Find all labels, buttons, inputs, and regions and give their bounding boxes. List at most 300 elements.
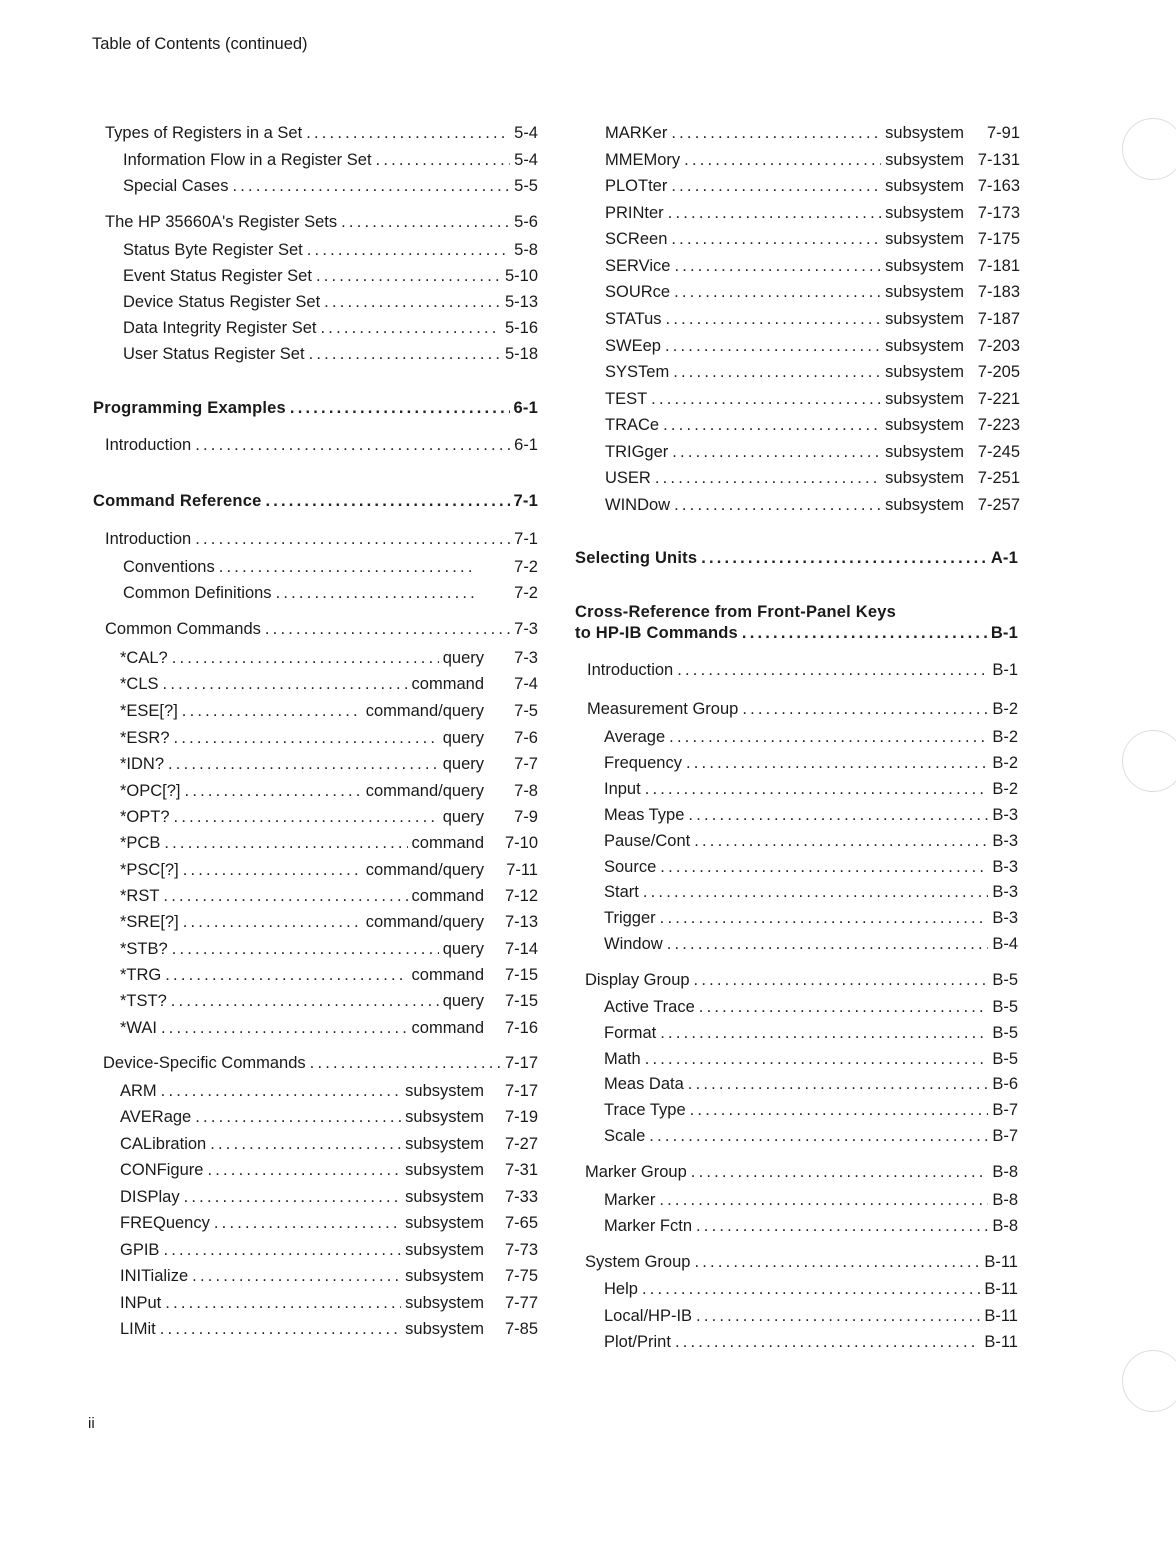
dot-leader bbox=[672, 442, 881, 462]
toc-entry bbox=[604, 805, 1018, 825]
toc-entry bbox=[93, 398, 538, 418]
entry-title: Frequency bbox=[604, 754, 682, 772]
toc-entry bbox=[604, 934, 1018, 954]
entry-title: Trigger bbox=[604, 909, 656, 927]
entry-page: 7-257 bbox=[977, 495, 1020, 514]
entry-title: Active Trace bbox=[604, 998, 695, 1016]
toc-entry bbox=[120, 1187, 538, 1207]
dot-leader bbox=[659, 1190, 988, 1210]
entry-title: *PSC[?] bbox=[120, 861, 179, 879]
entry-page: 7-6 bbox=[514, 729, 538, 747]
dot-leader bbox=[164, 833, 407, 853]
dot-leader bbox=[160, 1319, 401, 1339]
entry-page: 7-15 bbox=[504, 992, 538, 1010]
entry-page: B-2 bbox=[992, 780, 1018, 798]
entry-page: 7-91 bbox=[986, 124, 1020, 142]
entry-title: Common Commands bbox=[105, 620, 261, 638]
toc-entry bbox=[120, 833, 538, 853]
toc-entry bbox=[605, 123, 1020, 143]
toc-entry bbox=[605, 150, 1020, 170]
toc-entry bbox=[604, 1279, 1018, 1299]
dot-leader bbox=[655, 468, 881, 488]
entry-title: SERVice bbox=[605, 256, 671, 275]
entry-title: Marker bbox=[604, 1191, 656, 1209]
entry-type: query bbox=[442, 992, 484, 1010]
entry-title: ARM bbox=[120, 1082, 157, 1100]
toc-entry bbox=[604, 882, 1018, 902]
toc-entry bbox=[604, 831, 1018, 851]
toc-entry bbox=[120, 912, 538, 932]
entry-page: 7-10 bbox=[504, 834, 538, 852]
dot-leader bbox=[690, 1100, 989, 1120]
toc-entry bbox=[605, 176, 1020, 196]
entry-page: 7-245 bbox=[977, 442, 1020, 461]
entry-title: Programming Examples bbox=[93, 399, 286, 417]
entry-type: command/query bbox=[365, 702, 484, 720]
toc-entry bbox=[605, 229, 1020, 249]
toc-entry bbox=[123, 583, 538, 603]
dot-leader bbox=[684, 150, 881, 170]
dot-leader bbox=[165, 965, 407, 985]
entry-page: B-11 bbox=[984, 1280, 1018, 1298]
dot-leader bbox=[307, 240, 510, 260]
entry-title: Input bbox=[604, 780, 641, 798]
dot-leader bbox=[183, 860, 362, 880]
toc-entry bbox=[120, 1213, 538, 1233]
entry-title: GPIB bbox=[120, 1241, 160, 1259]
toc-entry bbox=[123, 176, 538, 196]
entry-type: subsystem bbox=[405, 1214, 484, 1232]
entry-type: subsystem bbox=[405, 1161, 484, 1179]
punch-hole bbox=[1122, 118, 1176, 180]
entry-title: Cross-Reference from Front-Panel Keys bbox=[575, 603, 896, 621]
toc-entry bbox=[585, 1162, 1018, 1182]
toc-entry bbox=[120, 1160, 538, 1180]
entry-page: B-5 bbox=[992, 971, 1018, 989]
dot-leader bbox=[649, 1126, 988, 1146]
dot-leader bbox=[665, 336, 881, 356]
entry-page: B-8 bbox=[992, 1217, 1018, 1235]
toc-entry bbox=[604, 1049, 1018, 1069]
entry-title: Status Byte Register Set bbox=[123, 241, 303, 259]
entry-title: *STB? bbox=[120, 940, 168, 958]
toc-entry bbox=[120, 701, 538, 721]
entry-title: Marker Group bbox=[585, 1163, 687, 1181]
dot-leader bbox=[290, 398, 510, 418]
entry-type: subsystem bbox=[885, 469, 964, 488]
dot-leader bbox=[696, 1306, 980, 1326]
dot-leader bbox=[643, 882, 988, 902]
entry-title: Scale bbox=[604, 1127, 646, 1145]
dot-leader bbox=[183, 912, 362, 932]
entry-type: subsystem bbox=[885, 363, 964, 382]
dot-leader bbox=[651, 389, 881, 409]
entry-title: User Status Register Set bbox=[123, 345, 305, 363]
toc-entry bbox=[103, 1053, 538, 1073]
dot-leader bbox=[694, 831, 988, 851]
entry-type: query bbox=[442, 808, 484, 826]
entry-title: Device-Specific Commands bbox=[103, 1054, 306, 1072]
entry-page: B-7 bbox=[992, 1101, 1018, 1119]
entry-page: 7-2 bbox=[514, 584, 538, 602]
toc-entry bbox=[105, 619, 538, 639]
entry-type: subsystem bbox=[885, 336, 964, 355]
toc-entry bbox=[575, 623, 1018, 643]
dot-leader bbox=[172, 939, 439, 959]
dot-leader bbox=[184, 1187, 402, 1207]
entry-title: CONFigure bbox=[120, 1161, 204, 1179]
entry-page: 7-17 bbox=[504, 1082, 538, 1100]
dot-leader bbox=[674, 282, 881, 302]
entry-page: 7-33 bbox=[504, 1188, 538, 1206]
entry-title: FREQuency bbox=[120, 1214, 210, 1232]
entry-title: MMEMory bbox=[605, 150, 681, 169]
toc-entry bbox=[585, 970, 1018, 990]
entry-title: Meas Type bbox=[604, 806, 685, 824]
entry-title: Common Definitions bbox=[123, 584, 272, 602]
entry-title: System Group bbox=[585, 1253, 691, 1271]
entry-type: command bbox=[411, 887, 484, 905]
punch-hole bbox=[1122, 1350, 1176, 1412]
entry-page: 5-4 bbox=[514, 124, 538, 142]
dot-leader bbox=[192, 1266, 401, 1286]
entry-type: command bbox=[411, 966, 484, 984]
dot-leader bbox=[671, 123, 881, 143]
entry-type: command bbox=[411, 834, 484, 852]
entry-page: B-11 bbox=[984, 1253, 1018, 1271]
toc-entry bbox=[120, 1018, 538, 1038]
entry-title: *ESR? bbox=[120, 729, 170, 747]
dot-leader bbox=[694, 1252, 980, 1272]
toc-entry bbox=[604, 1126, 1018, 1146]
dot-leader bbox=[276, 583, 474, 603]
dot-leader bbox=[174, 807, 439, 827]
entry-title: Device Status Register Set bbox=[123, 293, 321, 311]
entry-type: subsystem bbox=[405, 1082, 484, 1100]
entry-title: *PCB bbox=[120, 834, 161, 852]
entry-type: subsystem bbox=[885, 150, 964, 169]
dot-leader bbox=[168, 754, 439, 774]
entry-title: *TST? bbox=[120, 992, 167, 1010]
entry-type: command bbox=[411, 675, 484, 693]
toc-entry bbox=[123, 557, 538, 577]
entry-type: subsystem bbox=[405, 1241, 484, 1259]
entry-title: USER bbox=[605, 469, 651, 488]
entry-title: Window bbox=[604, 935, 663, 953]
entry-title: TEST bbox=[605, 389, 648, 408]
entry-title: Plot/Print bbox=[604, 1333, 671, 1351]
entry-type: command/query bbox=[365, 782, 484, 800]
entry-title: *TRG bbox=[120, 966, 162, 984]
toc-entry bbox=[123, 344, 538, 364]
entry-page: 5-18 bbox=[504, 345, 538, 363]
entry-title: *WAI bbox=[120, 1019, 157, 1037]
toc-entry bbox=[605, 203, 1020, 223]
toc-entry bbox=[605, 415, 1020, 435]
toc-entry bbox=[605, 362, 1020, 382]
entry-type: subsystem bbox=[885, 203, 964, 222]
entry-page: B-2 bbox=[992, 728, 1018, 746]
entry-page: 7-8 bbox=[514, 782, 538, 800]
toc-entry bbox=[605, 256, 1020, 276]
entry-page: B-3 bbox=[992, 909, 1018, 927]
toc-entry bbox=[605, 282, 1020, 302]
entry-page: B-2 bbox=[992, 700, 1018, 718]
dot-leader bbox=[674, 256, 881, 276]
entry-title: Information Flow in a Register Set bbox=[123, 151, 372, 169]
entry-title: *OPT? bbox=[120, 808, 170, 826]
entry-type: subsystem bbox=[405, 1108, 484, 1126]
entry-page: 7-85 bbox=[504, 1320, 538, 1338]
dot-leader bbox=[686, 753, 988, 773]
dot-leader bbox=[165, 1293, 401, 1313]
dot-leader bbox=[324, 292, 501, 312]
toc-entry bbox=[604, 857, 1018, 877]
dot-leader bbox=[174, 728, 439, 748]
entry-title: Selecting Units bbox=[575, 549, 698, 567]
entry-page: B-5 bbox=[992, 998, 1018, 1016]
entry-title: Data Integrity Register Set bbox=[123, 319, 317, 337]
dot-leader bbox=[161, 1081, 401, 1101]
entry-title: Local/HP-IB bbox=[604, 1307, 693, 1325]
entry-title: *IDN? bbox=[120, 755, 165, 773]
punch-hole bbox=[1122, 730, 1176, 792]
entry-type: command/query bbox=[365, 861, 484, 879]
entry-page: 7-3 bbox=[514, 620, 538, 638]
dot-leader bbox=[742, 623, 987, 643]
entry-page: 7-12 bbox=[504, 887, 538, 905]
toc-entry bbox=[105, 529, 538, 549]
entry-page: 7-3 bbox=[514, 649, 538, 667]
entry-page: B-7 bbox=[992, 1127, 1018, 1145]
dot-leader bbox=[660, 1023, 988, 1043]
entry-title: Marker Fctn bbox=[604, 1217, 693, 1235]
dot-leader bbox=[171, 991, 439, 1011]
entry-page: 7-7 bbox=[514, 755, 538, 773]
entry-title: PLOTter bbox=[605, 177, 668, 196]
toc-entry bbox=[120, 1107, 538, 1127]
toc-entry bbox=[605, 309, 1020, 329]
dot-leader bbox=[195, 435, 510, 455]
entry-page: 7-223 bbox=[977, 416, 1020, 435]
entry-page: B-5 bbox=[992, 1024, 1018, 1042]
dot-leader bbox=[309, 344, 501, 364]
entry-type: subsystem bbox=[885, 230, 964, 249]
toc-entry bbox=[105, 212, 538, 232]
entry-page: B-8 bbox=[992, 1191, 1018, 1209]
entry-page: A-1 bbox=[990, 549, 1018, 567]
entry-type: subsystem bbox=[885, 177, 964, 196]
dot-leader bbox=[663, 415, 881, 435]
toc-entry bbox=[120, 754, 538, 774]
entry-page: B-5 bbox=[992, 1050, 1018, 1068]
dot-leader bbox=[699, 997, 989, 1017]
entry-title: *SRE[?] bbox=[120, 913, 179, 931]
entry-page: B-3 bbox=[992, 806, 1018, 824]
entry-page: 6-1 bbox=[514, 436, 538, 454]
dot-leader bbox=[172, 648, 439, 668]
entry-type: query bbox=[442, 649, 484, 667]
entry-page: B-2 bbox=[992, 754, 1018, 772]
toc-entry bbox=[604, 1023, 1018, 1043]
dot-leader bbox=[207, 1160, 401, 1180]
entry-page: 7-1 bbox=[514, 530, 538, 548]
entry-page: 7-187 bbox=[977, 309, 1020, 328]
entry-title: SOURce bbox=[605, 283, 671, 302]
toc-entry bbox=[605, 495, 1020, 515]
toc-entry bbox=[605, 442, 1020, 462]
toc-entry bbox=[605, 336, 1020, 356]
entry-type: subsystem bbox=[885, 389, 964, 408]
dot-leader bbox=[701, 548, 987, 568]
entry-page: 7-27 bbox=[504, 1135, 538, 1153]
dot-leader bbox=[691, 1162, 989, 1182]
entry-title: Format bbox=[604, 1024, 657, 1042]
toc-entry bbox=[120, 886, 538, 906]
toc-entry bbox=[120, 1240, 538, 1260]
entry-page: 7-4 bbox=[514, 675, 538, 693]
dot-leader bbox=[265, 619, 510, 639]
entry-page: B-11 bbox=[984, 1333, 1018, 1351]
toc-entry bbox=[120, 1134, 538, 1154]
dot-leader bbox=[696, 1216, 988, 1236]
entry-page: 7-75 bbox=[504, 1267, 538, 1285]
toc-entry bbox=[605, 389, 1020, 409]
dot-leader bbox=[668, 203, 881, 223]
entry-page: B-6 bbox=[992, 1075, 1018, 1093]
toc-entry bbox=[120, 1081, 538, 1101]
toc-entry bbox=[120, 807, 538, 827]
entry-type: query bbox=[442, 729, 484, 747]
entry-page: B-11 bbox=[984, 1307, 1018, 1325]
entry-page: 7-5 bbox=[514, 702, 538, 720]
entry-page: 6-1 bbox=[513, 399, 538, 417]
entry-type: subsystem bbox=[405, 1267, 484, 1285]
entry-type: subsystem bbox=[885, 442, 964, 461]
toc-entry bbox=[120, 728, 538, 748]
toc-entry bbox=[105, 123, 538, 143]
entry-type: subsystem bbox=[885, 283, 964, 302]
entry-title: Conventions bbox=[123, 558, 215, 576]
toc-entry bbox=[93, 491, 538, 511]
entry-title: Help bbox=[604, 1280, 638, 1298]
entry-page: 7-11 bbox=[506, 861, 538, 879]
entry-title: Introduction bbox=[587, 661, 674, 679]
dot-leader bbox=[669, 727, 988, 747]
entry-title: Command Reference bbox=[93, 492, 262, 510]
toc-entry bbox=[123, 266, 538, 286]
entry-page: B-3 bbox=[992, 832, 1018, 850]
entry-page: 7-14 bbox=[504, 940, 538, 958]
dot-leader bbox=[316, 266, 501, 286]
dot-leader bbox=[161, 1018, 408, 1038]
toc-entry bbox=[604, 1100, 1018, 1120]
toc-entry bbox=[604, 727, 1018, 747]
entry-title: *CLS bbox=[120, 675, 159, 693]
entry-page: 7-163 bbox=[977, 177, 1020, 196]
dot-leader bbox=[214, 1213, 401, 1233]
toc-entry bbox=[120, 648, 538, 668]
toc-entry bbox=[120, 1293, 538, 1313]
entry-page: B-3 bbox=[992, 858, 1018, 876]
entry-type: subsystem bbox=[885, 256, 964, 275]
entry-type: subsystem bbox=[885, 124, 964, 142]
dot-leader bbox=[185, 781, 362, 801]
entry-title: Pause/Cont bbox=[604, 832, 691, 850]
entry-title: Measurement Group bbox=[587, 700, 739, 718]
entry-title: *OPC[?] bbox=[120, 782, 181, 800]
toc-entry bbox=[120, 860, 538, 880]
entry-title: DISPlay bbox=[120, 1188, 180, 1206]
entry-title: AVERage bbox=[120, 1108, 192, 1126]
entry-page: 5-10 bbox=[504, 267, 538, 285]
dot-leader bbox=[645, 1049, 989, 1069]
entry-title: MARKer bbox=[605, 124, 668, 142]
dot-leader bbox=[645, 779, 989, 799]
entry-title: Special Cases bbox=[123, 177, 229, 195]
entry-page: 7-131 bbox=[977, 150, 1020, 169]
entry-title: Event Status Register Set bbox=[123, 267, 312, 285]
entry-page: 7-9 bbox=[514, 808, 538, 826]
toc-entry bbox=[604, 753, 1018, 773]
entry-type: subsystem bbox=[405, 1320, 484, 1338]
entry-page: B-1 bbox=[990, 624, 1018, 642]
entry-page: 7-181 bbox=[977, 256, 1020, 275]
toc-entry bbox=[123, 150, 538, 170]
toc-entry bbox=[587, 699, 1018, 719]
dot-leader bbox=[671, 229, 881, 249]
entry-title: LIMit bbox=[120, 1320, 156, 1338]
dot-leader bbox=[265, 491, 509, 511]
entry-page: 7-2 bbox=[514, 558, 538, 576]
entry-type: subsystem bbox=[885, 495, 964, 514]
entry-page: 7-77 bbox=[504, 1294, 538, 1312]
toc-entry bbox=[120, 939, 538, 959]
toc-entry bbox=[605, 468, 1020, 488]
dot-leader bbox=[675, 1332, 980, 1352]
dot-leader bbox=[321, 318, 501, 338]
dot-leader bbox=[163, 674, 408, 694]
entry-page: 5-4 bbox=[514, 151, 538, 169]
entry-title: TRIGger bbox=[605, 442, 669, 461]
entry-page: 7-31 bbox=[504, 1161, 538, 1179]
entry-page: B-4 bbox=[992, 935, 1018, 953]
entry-type: subsystem bbox=[405, 1135, 484, 1153]
toc-entry bbox=[604, 1074, 1018, 1094]
dot-leader bbox=[694, 970, 989, 990]
entry-title: INPut bbox=[120, 1294, 162, 1312]
entry-page: 7-205 bbox=[977, 363, 1020, 382]
dot-leader bbox=[660, 857, 988, 877]
entry-title: SCReen bbox=[605, 230, 668, 249]
dot-leader bbox=[671, 176, 881, 196]
dot-leader bbox=[376, 150, 511, 170]
entry-title: STATus bbox=[605, 309, 662, 328]
dot-leader bbox=[210, 1134, 401, 1154]
dot-leader bbox=[677, 660, 988, 680]
dot-leader bbox=[306, 123, 510, 143]
dot-leader bbox=[341, 212, 510, 232]
entry-page: 7-65 bbox=[504, 1214, 538, 1232]
entry-title: SWEep bbox=[605, 336, 661, 355]
dot-leader bbox=[674, 495, 881, 515]
entry-page: 7-1 bbox=[513, 492, 538, 510]
dot-leader bbox=[742, 699, 988, 719]
entry-page: 5-6 bbox=[514, 213, 538, 231]
toc-entry bbox=[585, 1252, 1018, 1272]
dot-leader bbox=[163, 1240, 401, 1260]
entry-title: Introduction bbox=[105, 530, 192, 548]
